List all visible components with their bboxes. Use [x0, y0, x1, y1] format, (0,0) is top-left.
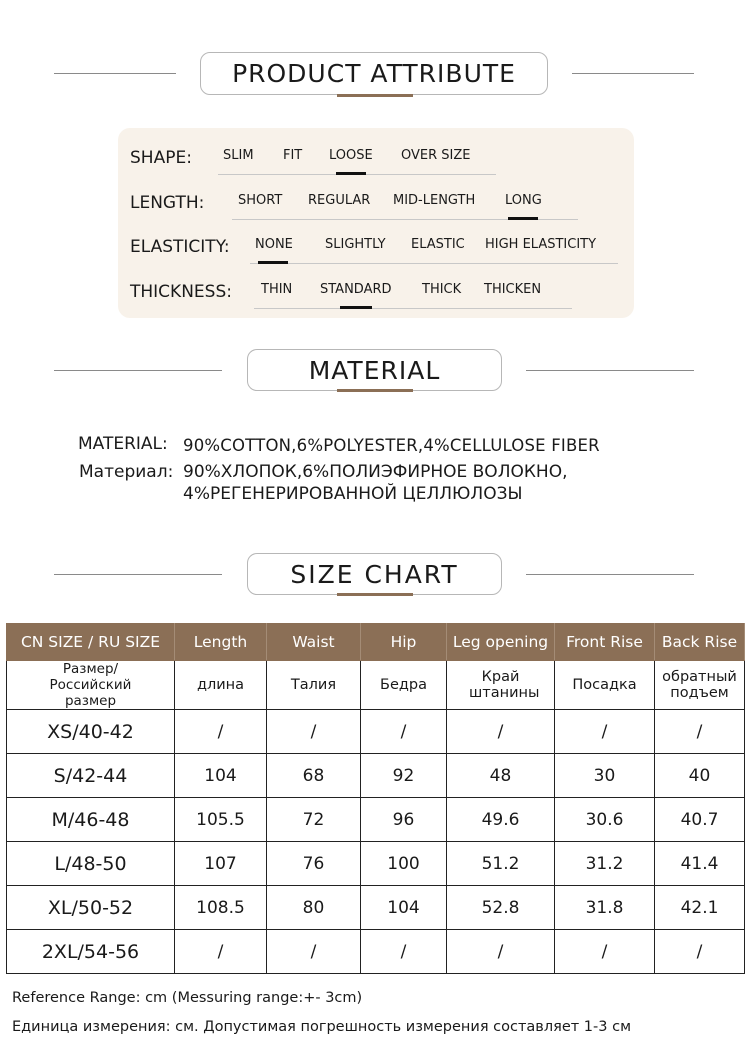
table-cell: 31.2 [555, 842, 655, 886]
table-cell: S/42-44 [7, 754, 175, 798]
table-row [7, 842, 745, 886]
attribute-option: THICKEN [484, 282, 542, 297]
column-subheader: обратный подъем [655, 661, 745, 710]
table-cell: 76 [267, 842, 361, 886]
section-title-attributes [200, 52, 548, 95]
table-cell: 72 [267, 798, 361, 842]
table-cell: 30.6 [555, 798, 655, 842]
section-title-material [247, 349, 502, 391]
table-cell: / [267, 710, 361, 754]
table-cell: 96 [361, 798, 447, 842]
attribute-option: MID-LENGTH [393, 193, 476, 208]
attribute-label: SHAPE: [130, 148, 192, 168]
table-cell: / [361, 710, 447, 754]
attribute-option: THIN [261, 282, 293, 297]
table-cell: 107 [175, 842, 267, 886]
column-subheader: длина [175, 661, 267, 710]
table-cell: 30 [555, 754, 655, 798]
attribute-row-thickness [130, 274, 630, 304]
attribute-option: OVER SIZE [401, 148, 471, 163]
table-header-row [7, 624, 745, 661]
selected-marker [258, 261, 288, 264]
attribute-option: REGULAR [308, 193, 371, 208]
section-title-size-chart [247, 553, 502, 595]
material-value-ru-2: 4%РЕГЕНЕРИРОВАННОЙ ЦЕЛЛЮЛОЗЫ [183, 484, 523, 504]
attribute-label: ELASTICITY: [130, 237, 230, 257]
divider-right [526, 574, 694, 575]
attribute-row-elasticity [130, 229, 630, 259]
attribute-option: HIGH ELASTICITY [485, 237, 597, 252]
attribute-label: LENGTH: [130, 193, 205, 213]
column-header: Front Rise [555, 624, 655, 661]
table-cell: 42.1 [655, 886, 745, 930]
table-row [7, 886, 745, 930]
table-subheader-row [7, 661, 745, 710]
attribute-option: SLIGHTLY [325, 237, 386, 252]
table-cell: / [175, 710, 267, 754]
column-subheader: Край штанины [447, 661, 555, 710]
column-subheader: Бедра [361, 661, 447, 710]
selected-marker [340, 306, 372, 309]
column-header: Length [175, 624, 267, 661]
attribute-option: SHORT [238, 193, 283, 208]
column-header: Waist [267, 624, 361, 661]
table-cell: L/48-50 [7, 842, 175, 886]
size-chart-table [6, 623, 745, 974]
table-cell: 49.6 [447, 798, 555, 842]
table-cell: / [175, 930, 267, 974]
attribute-option: THICK [422, 282, 462, 297]
table-cell: 104 [361, 886, 447, 930]
material-label-ru: Материал: [79, 462, 174, 482]
attribute-label: THICKNESS: [130, 282, 232, 302]
column-header: Back Rise [655, 624, 745, 661]
section-title-text: MATERIAL [308, 355, 441, 385]
column-subheader: Размер/Российский размер [7, 661, 175, 710]
attribute-option: STANDARD [320, 282, 392, 297]
table-cell: / [447, 930, 555, 974]
attribute-option: LOOSE [329, 148, 373, 163]
table-cell: 40 [655, 754, 745, 798]
table-row [7, 754, 745, 798]
attribute-rule [250, 263, 618, 264]
table-cell: M/46-48 [7, 798, 175, 842]
title-accent-bar [337, 593, 413, 596]
attribute-option: ELASTIC [411, 237, 465, 252]
table-cell: 80 [267, 886, 361, 930]
attribute-row-length [130, 185, 630, 215]
material-value-ru-1: 90%ХЛОПОК,6%ПОЛИЭФИРНОЕ ВОЛОКНО, [183, 462, 568, 482]
table-row [7, 798, 745, 842]
section-title-text: PRODUCT ATTRIBUTE [232, 59, 516, 88]
column-subheader: Посадка [555, 661, 655, 710]
attribute-row-shape [130, 140, 630, 170]
table-cell: / [655, 930, 745, 974]
material-label-en: MATERIAL: [78, 434, 168, 454]
table-cell: 2XL/54-56 [7, 930, 175, 974]
divider-right [526, 370, 694, 371]
selected-marker [336, 172, 366, 175]
title-accent-bar [337, 389, 413, 392]
divider-left [54, 574, 222, 575]
divider-left [54, 73, 176, 74]
attribute-option: LONG [505, 193, 542, 208]
table-row [7, 710, 745, 754]
title-accent-bar [337, 94, 413, 97]
attribute-option: FIT [283, 148, 303, 163]
table-cell: 108.5 [175, 886, 267, 930]
table-cell: XL/50-52 [7, 886, 175, 930]
table-cell: XS/40-42 [7, 710, 175, 754]
table-cell: / [267, 930, 361, 974]
column-header: Leg opening [447, 624, 555, 661]
table-cell: 52.8 [447, 886, 555, 930]
reference-note-en: Reference Range: cm (Messuring range:+- 3cm) [12, 990, 363, 1006]
reference-note-ru: Единица измерения: см. Допустимая погрешность измерения составляет 1-3 см [12, 1019, 632, 1035]
table-row [7, 930, 745, 974]
column-header: Hip [361, 624, 447, 661]
table-cell: / [555, 930, 655, 974]
attribute-option: SLIM [223, 148, 254, 163]
column-subheader: Талия [267, 661, 361, 710]
table-cell: 104 [175, 754, 267, 798]
table-cell: 41.4 [655, 842, 745, 886]
material-value-en: 90%COTTON,6%POLYESTER,4%CELLULOSE FIBER [183, 436, 600, 455]
table-cell: 105.5 [175, 798, 267, 842]
divider-right [572, 73, 694, 74]
divider-left [54, 370, 222, 371]
attribute-option: NONE [255, 237, 293, 252]
selected-marker [508, 217, 538, 220]
table-cell: 48 [447, 754, 555, 798]
table-cell: 31.8 [555, 886, 655, 930]
table-cell: 51.2 [447, 842, 555, 886]
column-header: CN SIZE / RU SIZE [7, 624, 175, 661]
table-cell: 68 [267, 754, 361, 798]
table-cell: 100 [361, 842, 447, 886]
table-cell: 40.7 [655, 798, 745, 842]
table-cell: / [555, 710, 655, 754]
table-cell: 92 [361, 754, 447, 798]
attribute-rule [254, 308, 572, 309]
section-title-text: SIZE CHART [290, 559, 459, 589]
table-cell: / [447, 710, 555, 754]
table-cell: / [361, 930, 447, 974]
attribute-panel [118, 128, 634, 318]
table-cell: / [655, 710, 745, 754]
